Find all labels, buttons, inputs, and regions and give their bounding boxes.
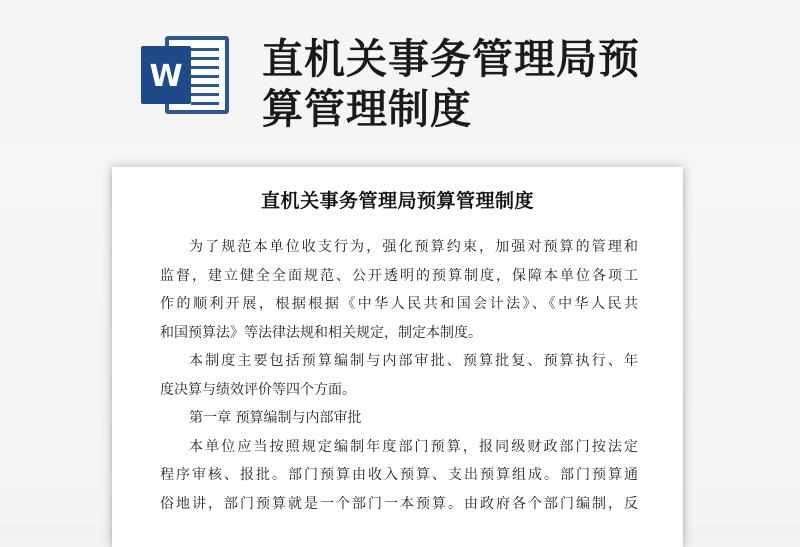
word-icon-letter: W: [149, 59, 183, 94]
paragraph-line: 和国预算法》等法律法规和相关规定，制定本制度。: [160, 324, 482, 341]
word-document-icon: [141, 36, 229, 114]
paragraph-line: 本制度主要包括预算编制与内部审批、预算批复、预算执行、年: [189, 353, 638, 369]
document-body: [160, 233, 638, 518]
paragraph-line: 度决算与绩效评价等四个方面。: [160, 381, 356, 398]
paragraph-line: 俗地讲，部门预算就是一个部门一本预算。由政府各个部门编制，反: [160, 495, 638, 512]
paragraph-line: 为了规范本单位收支行为，强化预算约束，加强对预算的管理和: [189, 239, 638, 255]
paragraph-line: 程序审核、报批。部门预算由收入预算、支出预算组成。部门预算通: [160, 467, 638, 483]
banner-title: [262, 34, 762, 134]
document-title: 直机关事务管理局预算管理制度: [260, 190, 534, 212]
paragraph-line: 监督，建立健全全面规范、公开透明的预算制度，保障本单位各项工: [160, 267, 638, 284]
banner-title-line-1: 直机关事务管理局预: [262, 35, 640, 83]
banner-title-line-2: 算管理制度: [262, 85, 472, 133]
paragraph-line: 本单位应当按照规定编制年度部门预算，报同级财政部门按法定: [189, 438, 638, 455]
document-page: [112, 167, 683, 547]
paragraph-line: 作的顺利开展，根据根据《中华人民共和国会计法》、《中华人民共: [160, 296, 638, 312]
chapter-heading: 第一章 预算编制与内部审批: [189, 410, 362, 426]
